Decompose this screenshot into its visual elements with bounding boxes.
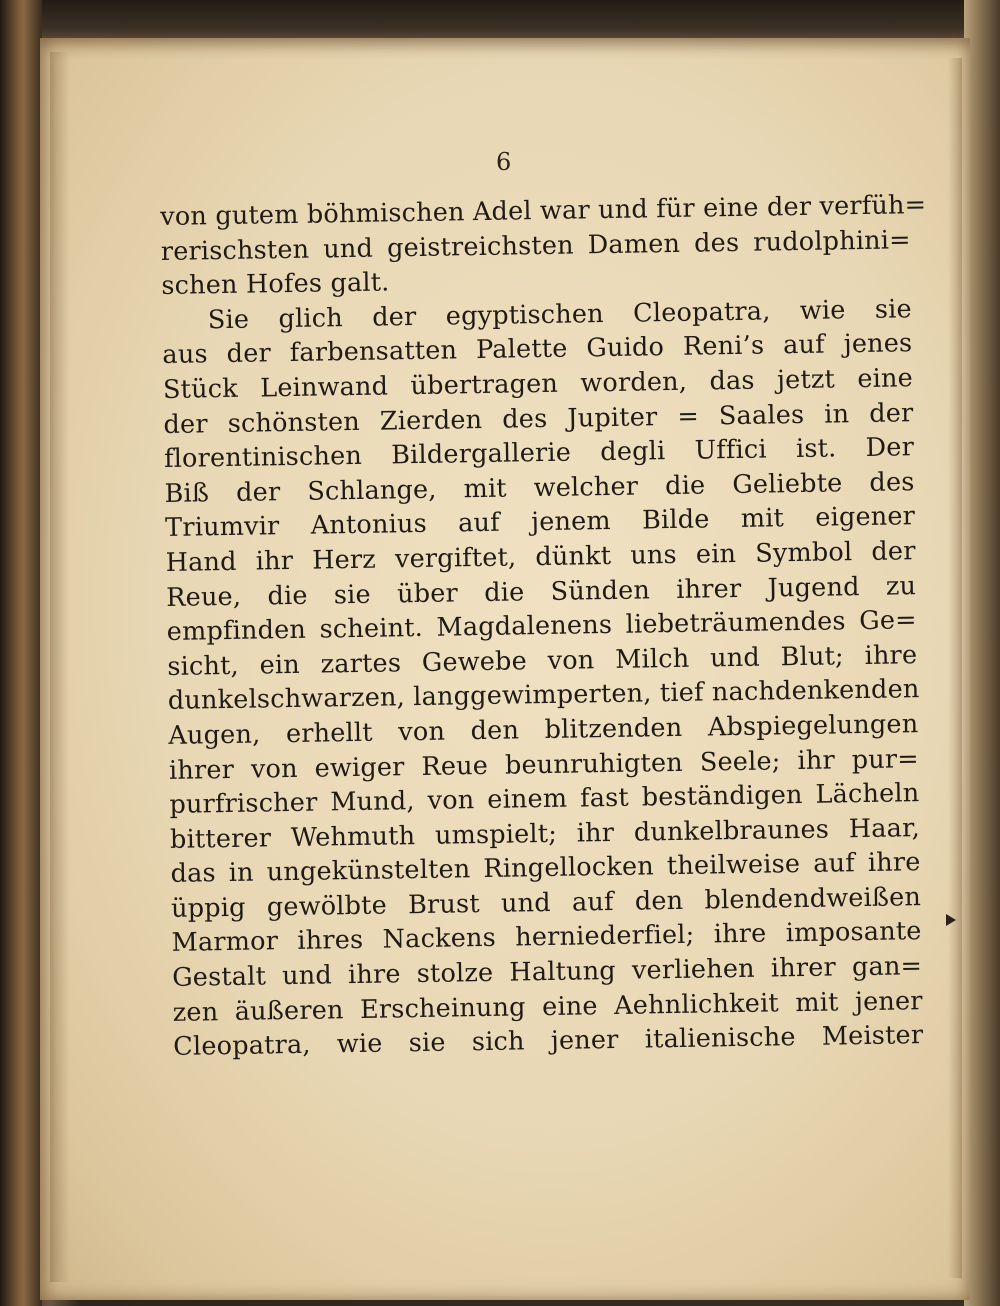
text-line: Marmor ihres Nackens herniederfiel; ihre imposante — [171, 916, 922, 959]
text-line: Hand ihr Herz vergiftet, dünkt uns ein Symbol der — [165, 536, 916, 578]
text-line: dunkelschwarzen, langgewimperten, tief nachdenkenden — [167, 674, 920, 717]
text-line: Gestalt und ihre stolze Haltung verliehen ihrer gan= — [171, 951, 923, 993]
page-edge-shadow — [948, 58, 962, 1278]
page-gutter-shadow — [50, 52, 70, 1282]
text-line: schen Hofes galt. — [161, 267, 390, 302]
text-line: sicht, ein zartes Gewebe von Milch und Blut; ihre — [167, 639, 918, 682]
text-line: das in ungekünstelten Ringellocken theilweise auf ihre — [170, 847, 921, 890]
text-line: purfrischer Mund, von einem fast beständigen Lächeln — [169, 778, 920, 821]
text-line: Reue, die sie über die Sünden ihrer Jugend zu — [166, 570, 917, 613]
text-line: Biß der Schlange, mit welcher die Geliebte des — [164, 466, 915, 509]
text-line: empfinden scheint. Magdalenens liebeträumendes Ge= — [166, 605, 917, 648]
text-line: zen äußeren Erscheinung eine Aehnlichkeit mit jener — [172, 985, 923, 1028]
text-line: Triumvir Antonius auf jenem Bilde mit eigener — [164, 501, 916, 544]
text-line: Stück Leinwand übertragen worden, das jetzt eine — [162, 363, 914, 405]
book-cover-top-edge — [0, 0, 1000, 40]
book-spine-left-edge — [0, 0, 42, 1306]
text-line: ihrer von ewiger Reue beunruhigten Seele; ihr pur= — [168, 743, 920, 786]
text-line: bitterer Wehmuth umspielt; ihr dunkelbraunes Haar, — [169, 812, 921, 855]
text-line: Augen, erhellt von den blitzenden Abspiegelungen — [168, 709, 919, 751]
text-line: von gutem böhmischen Adel war und für eine der verfüh= — [160, 189, 927, 232]
text-line: der schönsten Zierden des Jupiter = Saales in der — [163, 397, 914, 440]
text-line: rerischsten und geistreichsten Damen des rudolphini= — [160, 224, 911, 267]
text-line: üppig gewölbte Brust und auf den blendendweißen — [170, 882, 922, 924]
page-edge-marker-icon — [946, 914, 956, 926]
page-number: 6 — [496, 148, 513, 176]
text-line: Sie glich der egyptischen Cleopatra, wie sie — [207, 293, 913, 336]
text-line: florentinischen Bildergallerie degli Uffici ist. Der — [163, 432, 915, 475]
text-line: aus der farbensatten Palette Guido Reni’s auf jenes — [162, 328, 913, 371]
text-line: Cleopatra, wie sie sich jener italienische Meister — [173, 1020, 924, 1063]
body-text — [160, 188, 927, 1065]
